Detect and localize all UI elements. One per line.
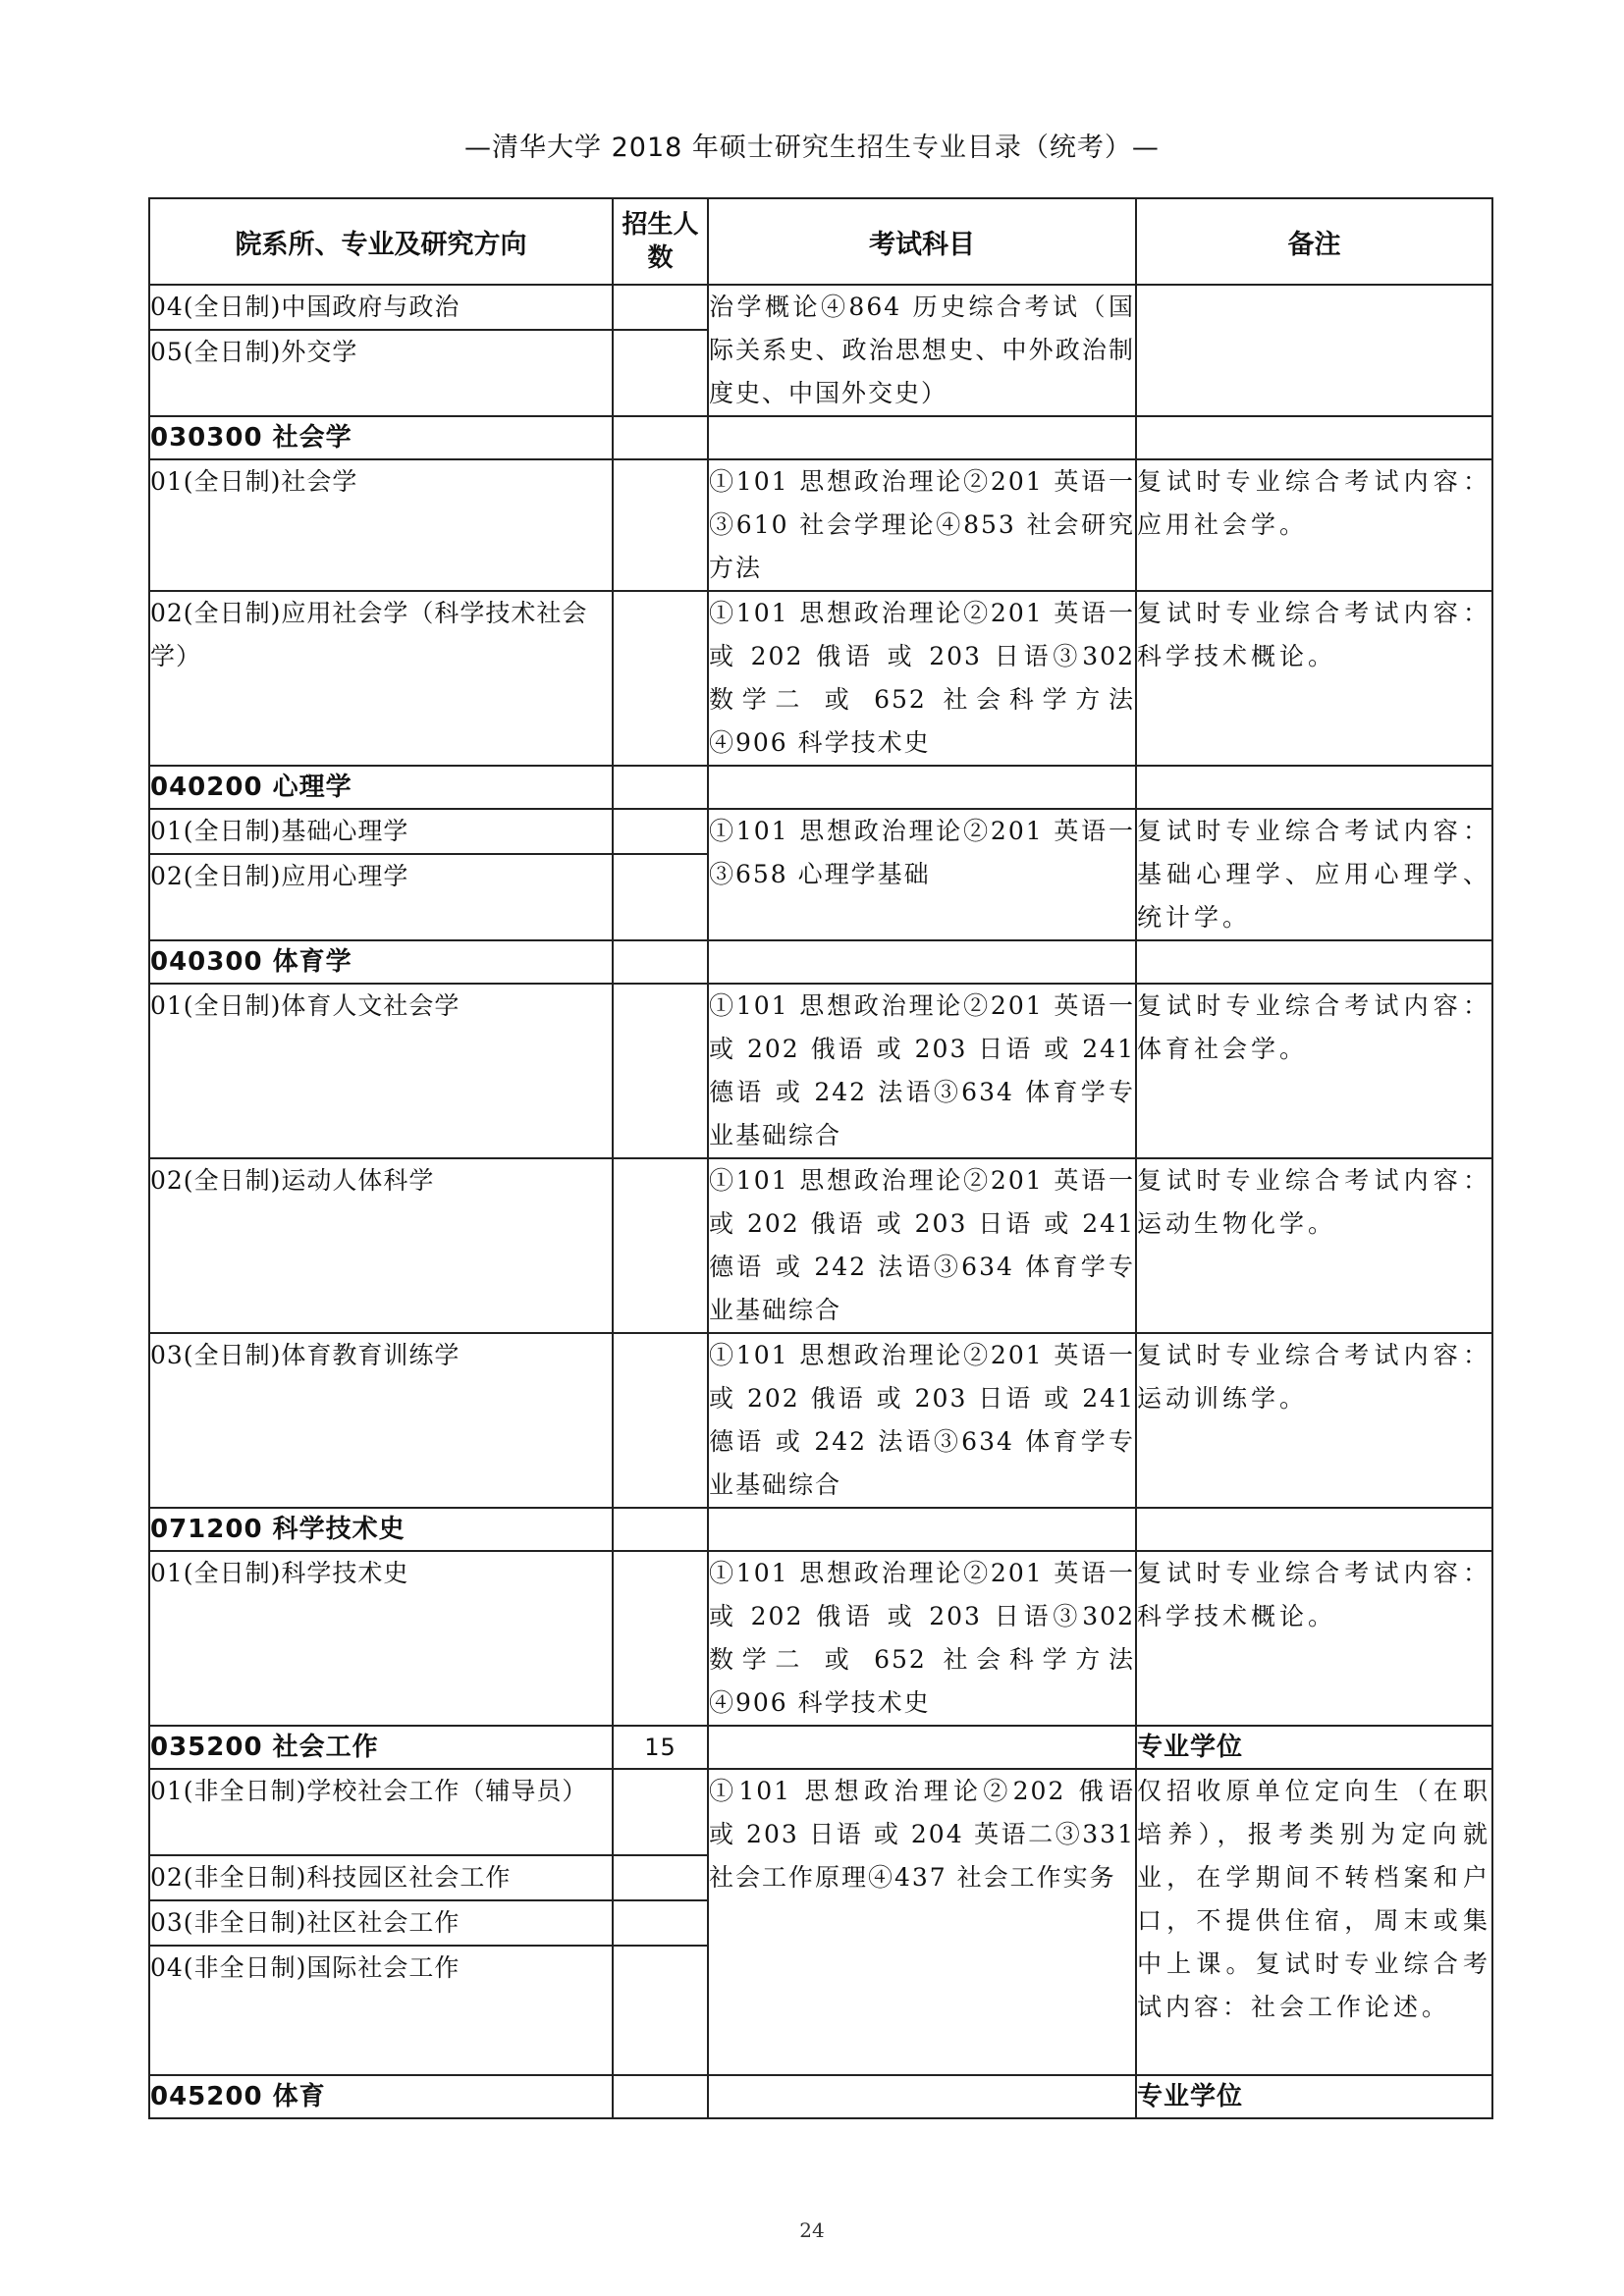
count-cell [613,1158,708,1333]
exam-cell: ①101 思想政治理论②201 英语一③610 社会学理论④853 社会研究方法 [708,459,1136,591]
table-row [149,285,1492,330]
count-cell [613,416,708,459]
note-cell: 复试时专业综合考试内容：运动生物化学。 [1136,1158,1492,1333]
note-cell [1136,766,1492,809]
exam-cell: ①101 思想政治理论②201 英语一 或 202 俄语 或 203 日语 或 241 德语 或 242 法语③634 体育学专业基础综合 [708,1158,1136,1333]
catalog-table [148,197,1493,2119]
exam-cell [708,1726,1136,1769]
table-row [149,809,1492,854]
note-cell [1136,285,1492,416]
header-note: 备注 [1136,198,1492,285]
count-cell [613,809,708,854]
direction-cell: 02(全日制)应用社会学（科学技术社会学） [149,591,613,766]
major-name: 040200 心理学 [149,766,613,809]
major-row [149,416,1492,459]
count-cell [613,854,708,940]
count-cell [613,1551,708,1726]
exam-cell [708,2075,1136,2118]
direction-cell: 04(全日制)中国政府与政治 [149,285,613,330]
direction-cell: 04(非全日制)国际社会工作 [149,1946,613,2075]
header-direction: 院系所、专业及研究方向 [149,198,613,285]
major-name: 071200 科学技术史 [149,1508,613,1551]
count-cell [613,1769,708,1855]
note-cell: 复试时专业综合考试内容：应用社会学。 [1136,459,1492,591]
table-row [149,984,1492,1158]
page-title: —清华大学 2018 年硕士研究生招生专业目录（统考）— [464,133,1160,163]
direction-cell: 01(非全日制)学校社会工作（辅导员） [149,1769,613,1855]
note-cell: 复试时专业综合考试内容：体育社会学。 [1136,984,1492,1158]
major-row [149,1508,1492,1551]
direction-cell: 02(全日制)运动人体科学 [149,1158,613,1333]
count-cell [613,940,708,984]
direction-cell: 01(全日制)体育人文社会学 [149,984,613,1158]
table-row [149,459,1492,591]
exam-cell: ①101 思想政治理论②201 英语一③658 心理学基础 [708,809,1136,940]
count-cell: 15 [613,1726,708,1769]
note-cell: 复试时专业综合考试内容：科学技术概论。 [1136,591,1492,766]
count-cell [613,1900,708,1946]
count-cell [613,1333,708,1508]
table-header-row [149,198,1492,285]
exam-cell [708,1508,1136,1551]
direction-cell: 03(非全日制)社区社会工作 [149,1900,613,1946]
count-cell [613,1508,708,1551]
exam-cell: ①101 思想政治理论②201 英语一 或 202 俄语 或 203 日语 或 241 德语 或 242 法语③634 体育学专业基础综合 [708,984,1136,1158]
direction-cell: 01(全日制)基础心理学 [149,809,613,854]
exam-cell [708,766,1136,809]
page-number: 24 [799,2218,825,2242]
note-cell: 复试时专业综合考试内容：科学技术概论。 [1136,1551,1492,1726]
major-row [149,1726,1492,1769]
major-name: 045200 体育 [149,2075,613,2118]
note-cell [1136,940,1492,984]
note-cell: 专业学位 [1136,2075,1492,2118]
table-row [149,1158,1492,1333]
direction-cell: 01(全日制)科学技术史 [149,1551,613,1726]
note-cell [1136,1508,1492,1551]
count-cell [613,459,708,591]
exam-cell: 治学概论④864 历史综合考试（国际关系史、政治思想史、中外政治制度史、中国外交史） [708,285,1136,416]
exam-cell: ①101 思想政治理论②202 俄语 或 203 日语 或 204 英语二③331 社会工作原理④437 社会工作实务 [708,1769,1136,2075]
note-cell: 专业学位 [1136,1726,1492,1769]
note-cell: 复试时专业综合考试内容：基础心理学、应用心理学、统计学。 [1136,809,1492,940]
major-row [149,940,1492,984]
count-cell [613,591,708,766]
major-row [149,766,1492,809]
table-row [149,1769,1492,1855]
direction-cell: 02(全日制)应用心理学 [149,854,613,940]
count-cell [613,1855,708,1900]
direction-cell: 01(全日制)社会学 [149,459,613,591]
note-cell: 仅招收原单位定向生（在职培养），报考类别为定向就业，在学期间不转档案和户口，不提供住宿，周末或集中上课。复试时专业综合考试内容：社会工作论述。 [1136,1769,1492,2075]
major-name: 040300 体育学 [149,940,613,984]
direction-cell: 02(非全日制)科技园区社会工作 [149,1855,613,1900]
direction-cell: 05(全日制)外交学 [149,330,613,416]
major-name: 030300 社会学 [149,416,613,459]
note-cell [1136,416,1492,459]
major-row [149,2075,1492,2118]
exam-cell: ①101 思想政治理论②201 英语一 或 202 俄语 或 203 日语③302 数学二 或 652 社会科学方法④906 科学技术史 [708,591,1136,766]
count-cell [613,1946,708,2075]
count-cell [613,984,708,1158]
count-cell [613,285,708,330]
header-count: 招生人数 [613,198,708,285]
exam-cell: ①101 思想政治理论②201 英语一 或 202 俄语 或 203 日语③302 数学二 或 652 社会科学方法④906 科学技术史 [708,1551,1136,1726]
exam-cell [708,416,1136,459]
exam-cell [708,940,1136,984]
count-cell [613,766,708,809]
direction-cell: 03(全日制)体育教育训练学 [149,1333,613,1508]
table-row [149,591,1492,766]
major-name: 035200 社会工作 [149,1726,613,1769]
count-cell [613,2075,708,2118]
count-cell [613,330,708,416]
header-exam: 考试科目 [708,198,1136,285]
note-cell: 复试时专业综合考试内容：运动训练学。 [1136,1333,1492,1508]
table-row [149,1333,1492,1508]
table-row [149,1551,1492,1726]
exam-cell: ①101 思想政治理论②201 英语一 或 202 俄语 或 203 日语 或 241 德语 或 242 法语③634 体育学专业基础综合 [708,1333,1136,1508]
